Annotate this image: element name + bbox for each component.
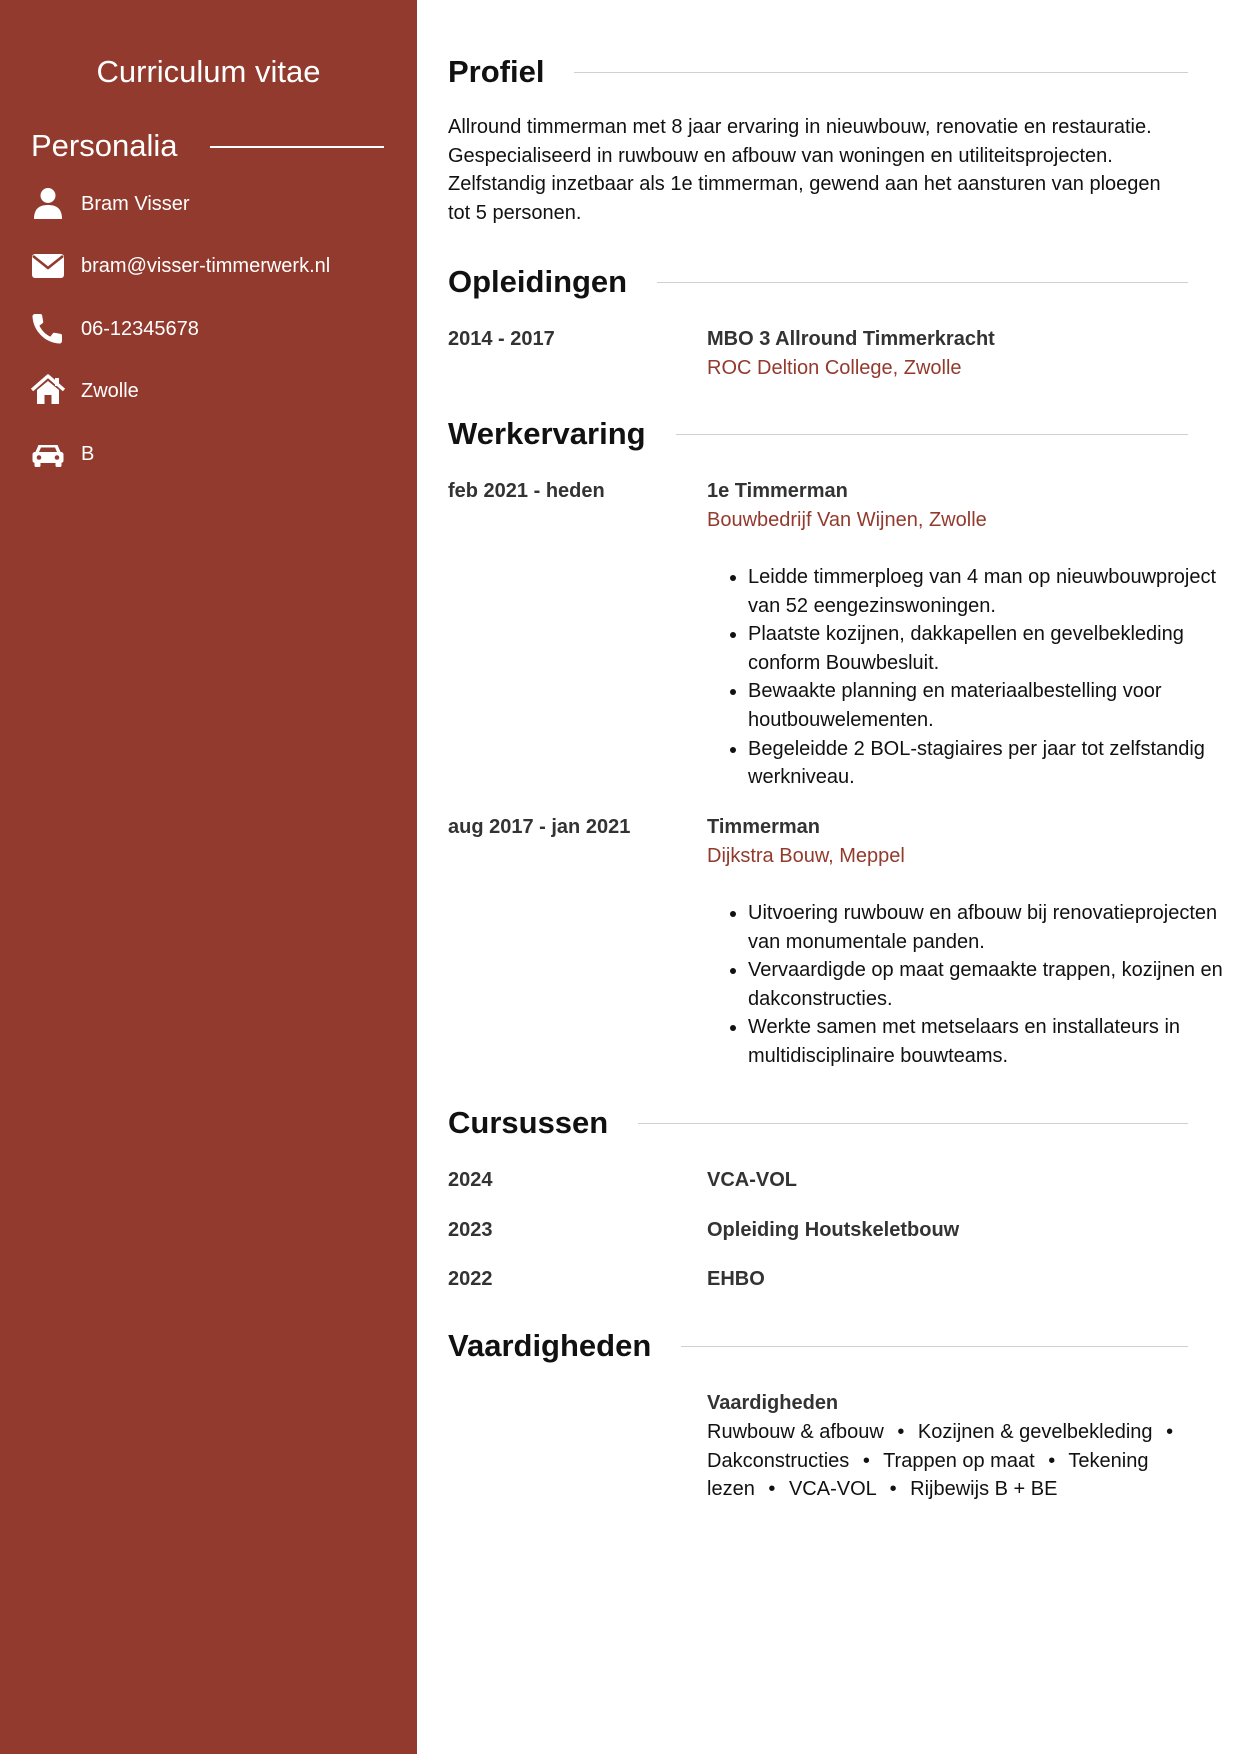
section-opleidingen-header [448, 262, 1188, 302]
skills-list [707, 1418, 1197, 1504]
skill-item: Tekening lezen [707, 1449, 1149, 1501]
job-bullet: • Werkte samen met metselaars en installateurs in multidisciplinaire bouwteams. [748, 1013, 1229, 1070]
skill-item: Ruwbouw & afbouw [707, 1421, 884, 1443]
contact-phone-text[interactable]: 06-12345678 [81, 318, 199, 340]
section-werkervaring-header [448, 414, 1188, 454]
car-icon [31, 436, 65, 470]
skill-separator: • [1166, 1421, 1174, 1443]
job-date: aug 2017 - jan 2021 [448, 816, 631, 838]
envelope-icon [31, 248, 65, 282]
section-title: Opleidingen [448, 264, 657, 299]
skill-separator: • [768, 1478, 776, 1501]
skill-separator: • [862, 1449, 870, 1472]
profile-text: Allround timmerman met 8 jaar ervaring in nieuwbouw, renovatie en restauratie. Gespecialiseerd in ruwbouw en afbouw van woningen en utiliteitsprojecten. Zelfstandig inzetbaar als 1e timmerman, gewend aan het aansturen van ploegen tot 5 personen. [448, 116, 1161, 224]
course-date: 2024 [448, 1169, 493, 1191]
education-institution: ROC Deltion College, Zwolle [707, 357, 962, 379]
contact-license-text: B [81, 443, 95, 465]
contact-name-text: Bram Visser [81, 193, 190, 215]
job-bullet: • Uitvoering ruwbouw en afbouw bij renovatieprojecten van monumentale panden. [748, 899, 1229, 956]
personalia-divider [210, 146, 384, 148]
skill-separator: • [897, 1421, 905, 1443]
user-icon [31, 186, 65, 220]
section-title: Profiel [448, 54, 574, 89]
job-title: 1e Timmerman [707, 480, 848, 502]
section-vaardigheden-header [448, 1326, 1188, 1366]
job-bullet: • Begeleidde 2 BOL-stagiaires per jaar tot zelfstandig werkniveau. [748, 735, 1229, 792]
section-title: Werkervaring [448, 416, 676, 451]
contact-email-text[interactable]: bram@visser-timmerwerk.nl [81, 255, 331, 277]
course-title: VCA-VOL [707, 1169, 797, 1191]
job-bullet: • Leidde timmerploeg van 4 man op nieuwbouwproject van 52 eengezinswoningen. [748, 563, 1229, 620]
personalia-label: Personalia [31, 128, 178, 163]
skill-separator: • [1048, 1449, 1056, 1472]
skill-item: Kozijnen & gevelbekleding [917, 1421, 1153, 1443]
education-date: 2014 - 2017 [448, 328, 555, 350]
job-title: Timmerman [707, 816, 821, 838]
job-bullet: • Plaatste kozijnen, dakkapellen en gevelbekleding conform Bouwbesluit. [748, 620, 1229, 677]
skills-subtitle: Vaardigheden [707, 1392, 839, 1414]
skill-item: Dakconstructies [707, 1449, 850, 1472]
section-title: Vaardigheden [448, 1328, 681, 1363]
job-bullets [707, 563, 1229, 792]
course-date: 2022 [448, 1268, 493, 1290]
cv-title: Curriculum vitae [96, 54, 321, 89]
course-title: EHBO [707, 1268, 765, 1290]
contact-phone[interactable] [31, 309, 401, 349]
section-cursussen-header [448, 1103, 1188, 1143]
course-date: 2023 [448, 1219, 493, 1241]
phone-icon [31, 311, 65, 345]
section-profiel-header [448, 52, 1188, 92]
contact-location [31, 371, 401, 411]
job-employer: Bouwbedrijf Van Wijnen, Zwolle [707, 509, 987, 531]
contact-name [31, 184, 401, 224]
skill-separator: • [889, 1478, 897, 1501]
section-title: Cursussen [448, 1105, 638, 1140]
home-icon [31, 373, 65, 407]
job-bullets [707, 899, 1229, 1071]
job-employer: Dijkstra Bouw, Meppel [707, 845, 905, 867]
personalia-heading [31, 124, 387, 168]
contact-license [31, 434, 401, 474]
job-bullet: • Bewaakte planning en materiaalbestelling voor houtbouwelementen. [748, 677, 1229, 734]
skill-item: VCA-VOL [788, 1478, 877, 1501]
contact-location-text: Zwolle [81, 380, 139, 402]
job-bullet: • Vervaardigde op maat gemaakte trappen, kozijnen en dakconstructies. [748, 956, 1229, 1013]
contact-email[interactable] [31, 246, 401, 286]
course-title: Opleiding Houtskeletbouw [707, 1219, 960, 1241]
sidebar [0, 0, 417, 1754]
education-title: MBO 3 Allround Timmerkracht [707, 328, 995, 350]
skill-item: Trappen op maat [883, 1449, 1035, 1472]
skill-item: Rijbewijs B + BE [910, 1478, 1058, 1501]
job-date: feb 2021 - heden [448, 480, 605, 502]
